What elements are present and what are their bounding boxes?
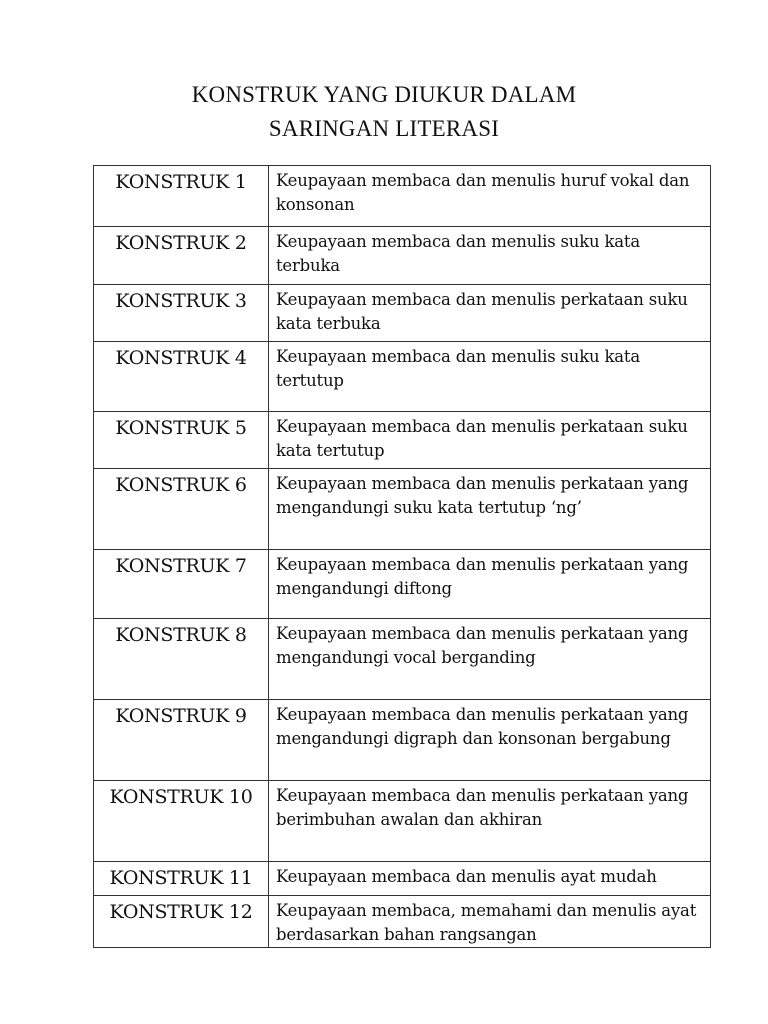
konstruk-label: KONSTRUK 10 bbox=[94, 781, 269, 862]
konstruk-label: KONSTRUK 7 bbox=[94, 550, 269, 619]
konstruk-description: Keupayaan membaca dan menulis perkataan suku kata tertutup bbox=[269, 412, 711, 469]
konstruk-label: KONSTRUK 8 bbox=[94, 619, 269, 700]
konstruk-label: KONSTRUK 2 bbox=[94, 227, 269, 285]
table-row bbox=[94, 781, 711, 862]
konstruk-description: Keupayaan membaca dan menulis perkataan yang mengandungi digraph dan konsonan bergabung bbox=[269, 700, 711, 781]
konstruk-label: KONSTRUK 1 bbox=[94, 166, 269, 227]
page-title bbox=[0, 78, 768, 146]
konstruk-description: Keupayaan membaca, memahami dan menulis ayat berdasarkan bahan rangsangan bbox=[269, 896, 711, 948]
table-row bbox=[94, 700, 711, 781]
konstruk-label: KONSTRUK 12 bbox=[94, 896, 269, 948]
table-row bbox=[94, 862, 711, 896]
table-row bbox=[94, 412, 711, 469]
table-row bbox=[94, 227, 711, 285]
konstruk-label: KONSTRUK 5 bbox=[94, 412, 269, 469]
konstruk-description: Keupayaan membaca dan menulis perkataan yang mengandungi diftong bbox=[269, 550, 711, 619]
konstruk-label: KONSTRUK 9 bbox=[94, 700, 269, 781]
table-row bbox=[94, 166, 711, 227]
table-row bbox=[94, 469, 711, 550]
title-line-1: KONSTRUK YANG DIUKUR DALAM bbox=[191, 82, 577, 107]
konstruk-description: Keupayaan membaca dan menulis perkataan yang mengandungi suku kata tertutup ‘ng’ bbox=[269, 469, 711, 550]
konstruk-label: KONSTRUK 3 bbox=[94, 285, 269, 342]
konstruk-description: Keupayaan membaca dan menulis suku kata tertutup bbox=[269, 342, 711, 412]
konstruk-description: Keupayaan membaca dan menulis ayat mudah bbox=[269, 862, 711, 896]
table-row bbox=[94, 342, 711, 412]
table-row bbox=[94, 619, 711, 700]
title-line-2: SARINGAN LITERASI bbox=[268, 116, 500, 141]
konstruk-description: Keupayaan membaca dan menulis perkataan yang berimbuhan awalan dan akhiran bbox=[269, 781, 711, 862]
konstruk-description: Keupayaan membaca dan menulis perkataan yang mengandungi vocal berganding bbox=[269, 619, 711, 700]
konstruk-description: Keupayaan membaca dan menulis huruf vokal dan konsonan bbox=[269, 166, 711, 227]
konstruk-label: KONSTRUK 11 bbox=[94, 862, 269, 896]
konstruk-label: KONSTRUK 4 bbox=[94, 342, 269, 412]
konstruk-table bbox=[93, 165, 711, 948]
konstruk-description: Keupayaan membaca dan menulis suku kata terbuka bbox=[269, 227, 711, 285]
konstruk-description: Keupayaan membaca dan menulis perkataan suku kata terbuka bbox=[269, 285, 711, 342]
table-row bbox=[94, 285, 711, 342]
table-row bbox=[94, 896, 711, 948]
konstruk-label: KONSTRUK 6 bbox=[94, 469, 269, 550]
table-row bbox=[94, 550, 711, 619]
